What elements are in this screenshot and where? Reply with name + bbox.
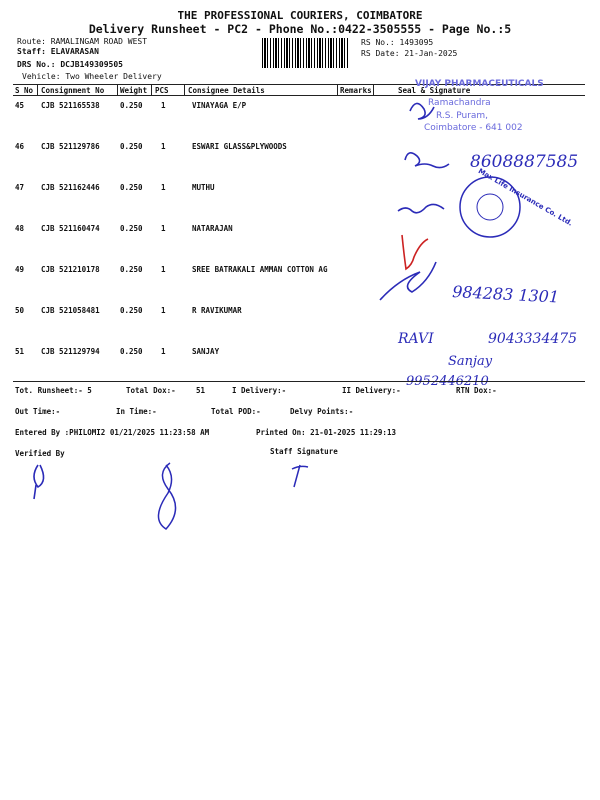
tot-runsheet: Tot. Runsheet:- 5 bbox=[15, 386, 92, 395]
stamp-line-3: R.S. Puram, bbox=[436, 111, 489, 121]
verifier-signature bbox=[158, 463, 175, 529]
insurance-label: Max Life Insurance Co. Ltd. bbox=[476, 167, 574, 228]
signatures-layer bbox=[370, 75, 600, 405]
company-title: THE PROFESSIONAL COURIERS, COIMBATORE bbox=[177, 9, 423, 22]
row-pcs: 1 bbox=[161, 183, 166, 192]
col-header-signature: Seal & Signature bbox=[398, 86, 471, 95]
i-delivery-label: I Delivery:- bbox=[232, 386, 287, 395]
col-header-weight: Weight bbox=[120, 86, 148, 95]
row-weight: 0.250 bbox=[120, 224, 143, 233]
verified-by-label: Verified By bbox=[15, 449, 65, 458]
col-divider bbox=[184, 84, 185, 95]
out-time-label: Out Time:- bbox=[15, 407, 61, 416]
col-divider bbox=[37, 84, 38, 95]
rs-date-label: RS Date: 21-Jan-2025 bbox=[361, 49, 458, 58]
entered-by: Entered By :PHILOMI2 01/21/2025 11:23:58 AM bbox=[15, 428, 210, 437]
phone-49: 984283 1301 bbox=[451, 282, 560, 307]
row-consignment: CJB 521210178 bbox=[41, 265, 100, 274]
col-header-consignee: Consignee Details bbox=[188, 86, 265, 95]
runsheet-subtitle: Delivery Runsheet - PC2 - Phone No.:0422-3505555 - Page No.:5 bbox=[88, 22, 512, 36]
row-consignee: SREE BATRAKALI AMMAN COTTON AG bbox=[192, 265, 328, 274]
row-pcs: 1 bbox=[161, 306, 166, 315]
staff-label: Staff: ELAVARASAN bbox=[17, 47, 99, 56]
signature-47 bbox=[398, 204, 444, 212]
verified-signature bbox=[34, 465, 44, 499]
summary-divider bbox=[13, 381, 585, 382]
row-pcs: 1 bbox=[161, 265, 166, 274]
row-consignee: VINAYAGA E/P bbox=[192, 101, 247, 110]
row-pcs: 1 bbox=[161, 347, 166, 356]
row-weight: 0.250 bbox=[120, 306, 143, 315]
row-sno: 47 bbox=[15, 183, 25, 192]
row-weight: 0.250 bbox=[120, 142, 143, 151]
delvy-points-label: Delvy Points:- bbox=[290, 407, 354, 416]
printed-on: Printed On: 21-01-2025 11:29:13 bbox=[256, 428, 396, 437]
footer-signatures bbox=[20, 455, 320, 535]
row-consignment: CJB 521160474 bbox=[41, 224, 100, 233]
row-pcs: 1 bbox=[161, 142, 166, 151]
row-sno: 45 bbox=[15, 101, 25, 110]
row-pcs: 1 bbox=[161, 224, 166, 233]
stamp-line-1: VIJAY PHARMACEUTICALS bbox=[415, 79, 544, 89]
row-consignment: CJB 521129794 bbox=[41, 347, 100, 356]
total-pod-label: Total POD:- bbox=[211, 407, 261, 416]
phone-51: 9952446210 bbox=[406, 374, 489, 389]
staff-signature-label: Staff Signature bbox=[270, 447, 338, 456]
col-header-pcs: PCS bbox=[155, 86, 169, 95]
col-header-sno: S No bbox=[15, 86, 34, 95]
route-label: Route: RAMALINGAM ROAD WEST bbox=[17, 37, 148, 46]
row-consignee: SANJAY bbox=[192, 347, 220, 356]
stamp-line-4: Coimbatore - 641 002 bbox=[424, 123, 523, 133]
col-header-consignment: Consignment No bbox=[41, 86, 105, 95]
row-sno: 51 bbox=[15, 347, 25, 356]
phone-46: 8608887585 bbox=[470, 152, 579, 172]
row-consignment: CJB 521162446 bbox=[41, 183, 100, 192]
row-sno: 48 bbox=[15, 224, 25, 233]
row-consignee: ESWARI GLASS&PLYWOODS bbox=[192, 142, 287, 151]
col-divider bbox=[151, 84, 152, 95]
row-sno: 49 bbox=[15, 265, 25, 274]
ii-delivery-label: II Delivery:- bbox=[342, 386, 401, 395]
staff-signature bbox=[292, 465, 308, 487]
insurance-stamp bbox=[460, 167, 574, 237]
in-time-label: In Time:- bbox=[116, 407, 157, 416]
row-consignee: NATARAJAN bbox=[192, 224, 233, 233]
row-sno: 50 bbox=[15, 306, 25, 315]
total-dox-value: 51 bbox=[196, 386, 206, 395]
barcode-icon bbox=[262, 38, 350, 68]
name-51: Sanjay bbox=[448, 354, 493, 369]
vehicle-label: Vehicle: Two Wheeler Delivery bbox=[22, 72, 162, 81]
col-divider bbox=[117, 84, 118, 95]
stamp-line-2: Ramachandra bbox=[428, 98, 491, 108]
row-consignee: R RAVIKUMAR bbox=[192, 306, 242, 315]
row-weight: 0.250 bbox=[120, 101, 143, 110]
row-weight: 0.250 bbox=[120, 265, 143, 274]
col-divider bbox=[337, 84, 338, 95]
rtn-dox-label: RTN Dox:- bbox=[456, 386, 497, 395]
row-consignment: CJB 521058481 bbox=[41, 306, 100, 315]
row-consignee: MUTHU bbox=[192, 183, 215, 192]
name-50: RAVI bbox=[398, 331, 434, 347]
row-consignment: CJB 521129786 bbox=[41, 142, 100, 151]
total-dox-label: Total Dox:- bbox=[126, 386, 176, 395]
row-weight: 0.250 bbox=[120, 183, 143, 192]
row-pcs: 1 bbox=[161, 101, 166, 110]
row-weight: 0.250 bbox=[120, 347, 143, 356]
col-header-remarks: Remarks bbox=[340, 86, 372, 95]
phone-50: 9043334475 bbox=[488, 331, 578, 347]
row-consignment: CJB 521165538 bbox=[41, 101, 100, 110]
signature-48 bbox=[402, 235, 428, 269]
drs-label: DRS No.: DCJB149309505 bbox=[17, 60, 123, 69]
row-sno: 46 bbox=[15, 142, 25, 151]
signature-46 bbox=[405, 153, 449, 168]
pharmacy-stamp bbox=[415, 79, 544, 133]
rs-no-label: RS No.: 1493095 bbox=[361, 38, 434, 47]
